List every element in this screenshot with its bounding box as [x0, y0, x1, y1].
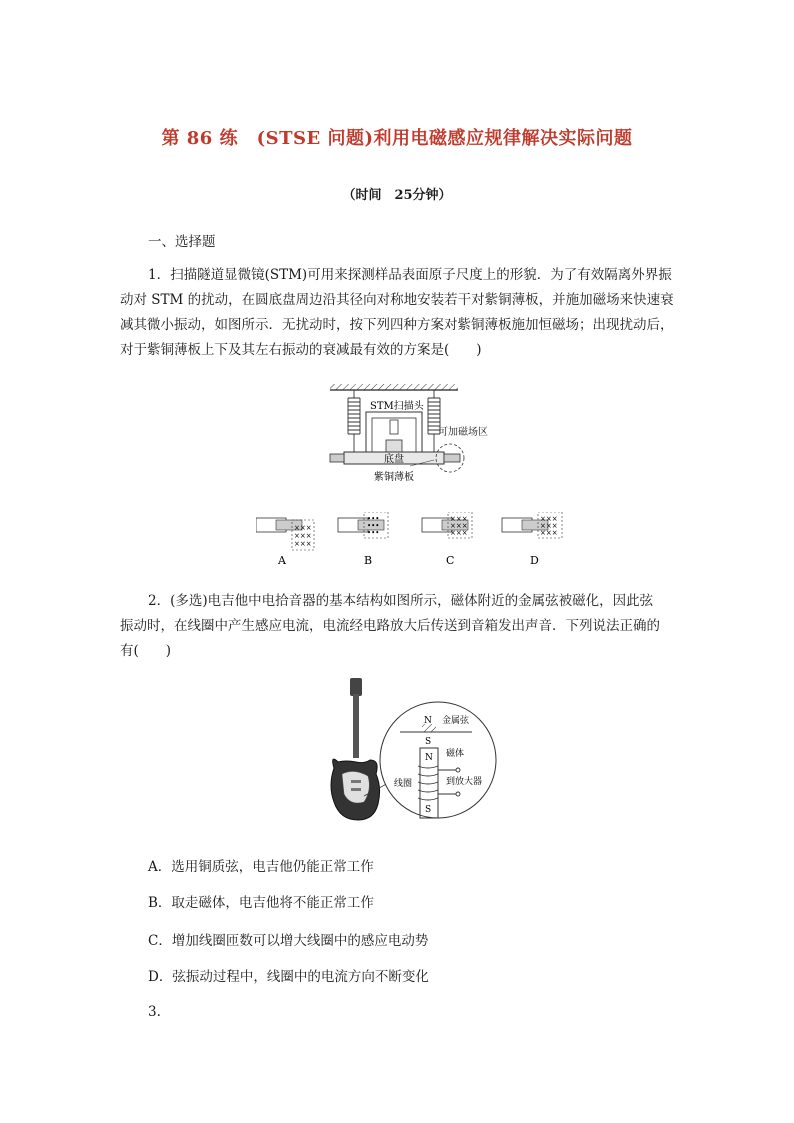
svg-text:×××: ××× [294, 540, 312, 548]
sample-block [386, 440, 402, 452]
field-label: 可加磁场区 [438, 427, 488, 438]
option-b-label: B [364, 554, 373, 567]
bottom-pole-s: S [425, 805, 432, 815]
amplifier-label: 到放大器 [446, 777, 483, 787]
option-c-label: C [446, 554, 455, 567]
option-b-diagram [338, 512, 388, 538]
question-2-text [120, 589, 680, 664]
question-1-line: 减其微小振动，如图所示．无扰动时，按下列四种方案对紫铜薄板施加恒磁场；出现扰动后， [120, 317, 674, 333]
question-2-line: 有( ) [120, 643, 172, 659]
question-2-line: 2．(多选)电吉他中电拾音器的基本结构如图所示，磁体附近的金属弦被磁化，因此弦 [148, 593, 654, 609]
mid-pole-s: S [425, 737, 432, 747]
coil-label: 线圈 [394, 779, 413, 789]
q1-options-figure [256, 512, 568, 570]
top-pole-n: N [424, 716, 432, 726]
string-label: 金属弦 [442, 716, 470, 726]
svg-text:×××: ××× [450, 515, 468, 523]
question-1-line: 对于紫铜薄板上下及其左右振动的衰减最有效的方案是( ) [120, 342, 482, 358]
left-copper-plate [330, 454, 344, 462]
svg-text:×××: ××× [540, 522, 558, 530]
question-1-line: 动对 STM 的扰动，在圆底盘周边沿其径向对称地安装若干对紫铜薄板，并施加磁场来快速衰 [120, 292, 674, 308]
time-limit: （时间 25分钟） [342, 188, 452, 203]
svg-text:•••: ••• [367, 522, 380, 530]
question-1-text [120, 263, 680, 363]
question-2-line: 振动时，在线圈中产生感应电流，电流经电路放大后传送到音箱发出声音．下列说法正确的 [120, 618, 660, 634]
option-d-diagram [502, 512, 562, 538]
section-heading: 一、选择题 [148, 234, 216, 250]
svg-text:×××: ××× [294, 532, 312, 540]
svg-text:×××: ××× [450, 522, 468, 530]
ceiling-hatch [330, 384, 458, 390]
option-b[interactable]: B．取走磁体，电吉他将不能正常工作 [148, 895, 374, 911]
option-a-diagram [256, 518, 314, 550]
option-c[interactable]: C．增加线圈匝数可以增大线圈中的感应电动势 [148, 933, 429, 949]
left-spring [348, 390, 360, 454]
svg-text:•••: ••• [367, 515, 380, 523]
option-c-diagram [422, 512, 472, 538]
svg-text:×××: ××× [450, 529, 468, 537]
option-a[interactable]: A．选用铜质弦，电吉他仍能正常工作 [148, 859, 374, 875]
base-label: 底盘 [384, 454, 404, 465]
svg-text:×××: ××× [540, 529, 558, 537]
option-a-label: A [278, 554, 286, 567]
page-title: 第 86 练 (STSE 问题)利用电磁感应规律解决实际问题 [161, 128, 633, 149]
question-1-line: 1．扫描隧道显微镜(STM)可用来探测样品表面原子尺度上的形貌．为了有效隔离外界振 [148, 267, 672, 283]
option-d[interactable]: D．弦振动过程中，线圈中的电流方向不断变化 [148, 969, 429, 985]
question-3-label: 3. [148, 1004, 161, 1020]
stm-label: STM扫描头 [370, 401, 424, 412]
guitar-pickup-figure [324, 676, 508, 826]
right-spring [428, 390, 440, 454]
svg-text:•••: ••• [367, 529, 380, 537]
plate-label: 紫铜薄板 [374, 472, 414, 483]
stm-tip [390, 420, 398, 434]
magnet-label: 磁体 [446, 749, 465, 759]
svg-text:×××: ××× [294, 524, 312, 532]
right-copper-plate [444, 454, 460, 462]
svg-text:×××: ××× [540, 515, 558, 523]
mid-pole-n: N [425, 753, 433, 763]
option-d-label: D [530, 554, 539, 567]
